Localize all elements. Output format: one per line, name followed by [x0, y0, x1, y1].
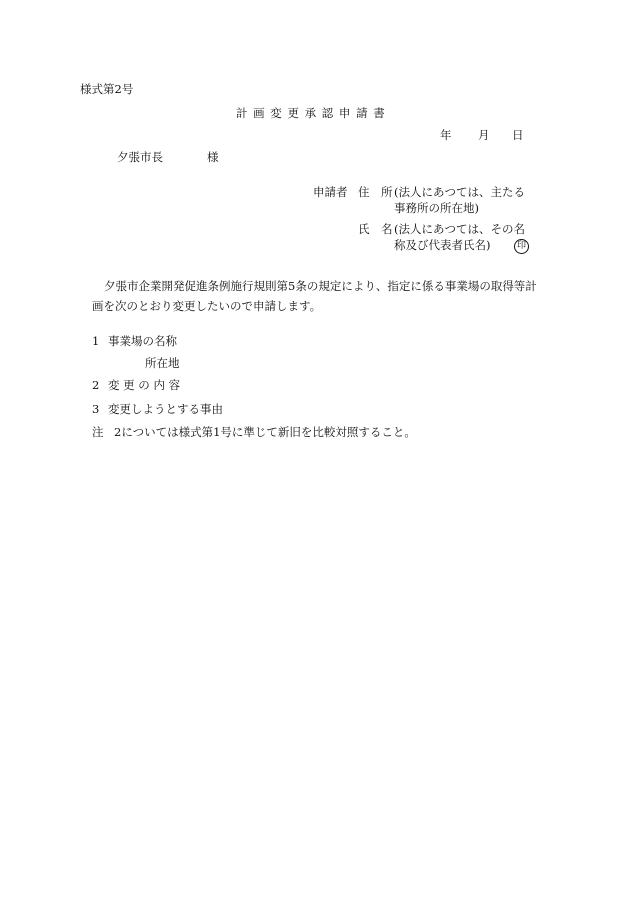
seal-icon: 印 [514, 239, 529, 254]
seal-mark [514, 238, 529, 254]
applicant-label: 申請者 [313, 185, 348, 199]
body-paragraph [92, 276, 554, 316]
address-note-1: (法人にあつては、主たる [394, 185, 525, 199]
item-2-label: 変 更 の 内 容 [108, 378, 181, 392]
body-line-1: 夕張市企業開発促進条例施行規則第5条の規定により、指定に係る事業場の取得等計 [104, 279, 537, 293]
item-1-sublabel: 所在地 [145, 356, 180, 370]
item-1-number: 1 [92, 334, 100, 348]
item-1-label: 事業場の名称 [108, 334, 177, 348]
item-2-number: 2 [92, 378, 100, 392]
name-note-2: 称及び代表者氏名) [394, 238, 491, 252]
date-day: 日 [512, 128, 524, 142]
name-label: 氏 名 [358, 222, 393, 236]
note-label: 注 [92, 425, 104, 439]
name-note-1: (法人にあつては、その名 [394, 222, 525, 236]
addressee-honorific: 様 [207, 150, 219, 164]
document-title: 計 画 変 更 承 認 申 請 書 [236, 106, 386, 120]
date-year: 年 [440, 128, 452, 142]
date-month: 月 [478, 128, 490, 142]
form-number: 様式第2号 [80, 82, 134, 96]
item-3-number: 3 [92, 402, 100, 416]
item-3-label: 変更しようとする事由 [108, 402, 223, 416]
body-line-2: 画を次のとおり変更したいので申請します。 [92, 299, 322, 313]
address-label: 住 所 [358, 185, 393, 199]
note-text: 2については様式第1号に準じて新旧を比較対照すること。 [114, 425, 416, 439]
addressee-name: 夕張市長 [117, 150, 163, 164]
address-note-2: 事務所の所在地) [394, 201, 479, 215]
